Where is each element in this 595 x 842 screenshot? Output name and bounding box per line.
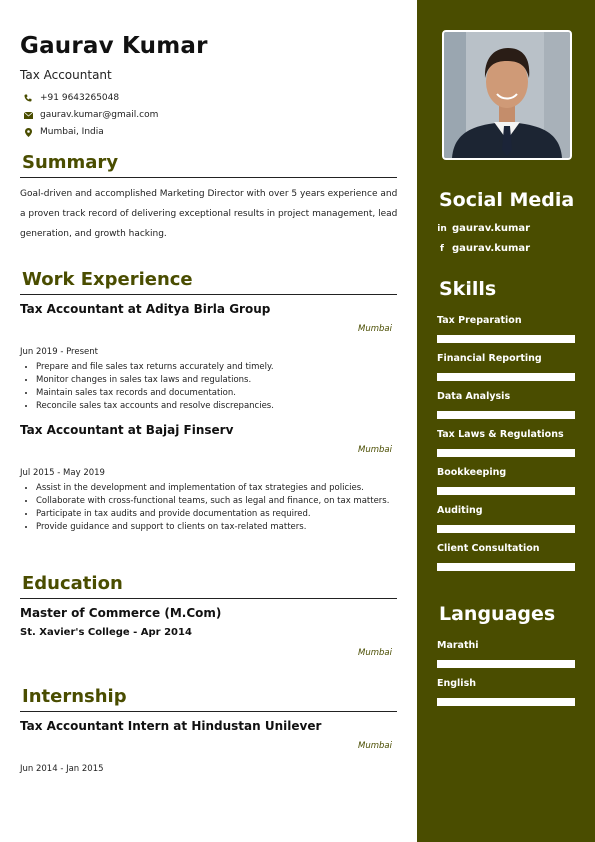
skill-label: Tax Preparation (437, 315, 522, 326)
internship-location: Mumbai (358, 741, 392, 751)
contact-phone (22, 93, 119, 103)
internship-dates: Jun 2014 - Jan 2015 (20, 764, 104, 774)
social-facebook[interactable] (437, 243, 530, 254)
skill-label: Financial Reporting (437, 353, 542, 364)
email-text: gaurav.kumar@gmail.com (40, 110, 159, 120)
skill-bar (437, 487, 575, 495)
linkedin-handle: gaurav.kumar (452, 223, 531, 234)
internship-divider (20, 711, 397, 712)
facebook-handle: gaurav.kumar (452, 243, 531, 254)
list-item: • Participate in tax audits and provide documentation as required. (36, 508, 406, 521)
internship-heading: Internship (22, 686, 127, 707)
education-divider (20, 598, 397, 599)
skill-bar (437, 449, 575, 457)
school-name: St. Xavier's College - Apr 2014 (20, 627, 192, 638)
skill-bar (437, 525, 575, 533)
job-title: Tax Accountant at Aditya Birla Group (20, 302, 271, 316)
candidate-name: Gaurav Kumar (20, 33, 208, 59)
list-item: • Monitor changes in sales tax laws and regulations. (36, 374, 406, 387)
language-bar (437, 660, 575, 668)
profile-photo (442, 30, 572, 160)
skill-bar (437, 335, 575, 343)
phone-icon (22, 94, 34, 102)
social-linkedin[interactable] (437, 223, 530, 234)
facebook-icon: f (440, 243, 444, 254)
education-heading: Education (22, 573, 123, 594)
location-text: Mumbai, India (40, 127, 104, 137)
phone-text: +91 9643265048 (40, 93, 120, 103)
internship-title: Tax Accountant Intern at Hindustan Unilever (20, 719, 322, 733)
list-item: • Assist in the development and implementation of tax strategies and policies. (36, 482, 406, 495)
contact-location (22, 127, 104, 137)
social-media-heading: Social Media (439, 189, 575, 211)
job-title: Tax Accountant at Bajaj Finserv (20, 423, 234, 437)
experience-heading: Work Experience (22, 269, 193, 290)
list-item: • Prepare and file sales tax returns accurately and timely. (36, 361, 406, 374)
education-location: Mumbai (358, 648, 392, 658)
job-dates: Jul 2015 - May 2019 (20, 468, 105, 478)
skill-label: Data Analysis (437, 391, 511, 402)
job-location: Mumbai (358, 445, 392, 455)
skill-label: Bookkeeping (437, 467, 507, 478)
skill-bar (437, 373, 575, 381)
job-bullets (20, 482, 406, 534)
summary-heading: Summary (22, 152, 119, 173)
job-location: Mumbai (358, 324, 392, 334)
skill-bar (437, 563, 575, 571)
candidate-title: Tax Accountant (20, 68, 112, 82)
skill-label: Client Consultation (437, 543, 540, 554)
summary-text: Goal-driven and accomplished Marketing Director with over 5 years experience and a proven track record of delivering exceptional results in project management, lead generation, and growth hacking. (20, 189, 398, 239)
skill-label: Tax Laws & Regulations (437, 429, 564, 440)
skill-bar (437, 411, 575, 419)
list-item: • Reconcile sales tax accounts and resolve discrepancies. (36, 400, 406, 413)
language-label: English (437, 678, 476, 689)
experience-divider (20, 294, 397, 295)
job-bullets (20, 361, 406, 413)
skills-heading: Skills (439, 278, 497, 300)
language-label: Marathi (437, 640, 479, 651)
map-pin-icon (22, 128, 34, 137)
list-item: • Provide guidance and support to clients on tax-related matters. (36, 521, 406, 534)
language-bar (437, 698, 575, 706)
contact-email (22, 110, 158, 120)
list-item: • Maintain sales tax records and documentation. (36, 387, 406, 400)
skill-label: Auditing (437, 505, 483, 516)
job-dates: Jun 2019 - Present (20, 347, 98, 357)
languages-heading: Languages (439, 603, 556, 625)
list-item: • Collaborate with cross-functional teams, such as legal and finance, on tax matters. (36, 495, 406, 508)
linkedin-icon: in (437, 223, 447, 234)
summary-divider (20, 177, 397, 178)
degree-title: Master of Commerce (M.Com) (20, 606, 222, 620)
envelope-icon (22, 112, 34, 119)
